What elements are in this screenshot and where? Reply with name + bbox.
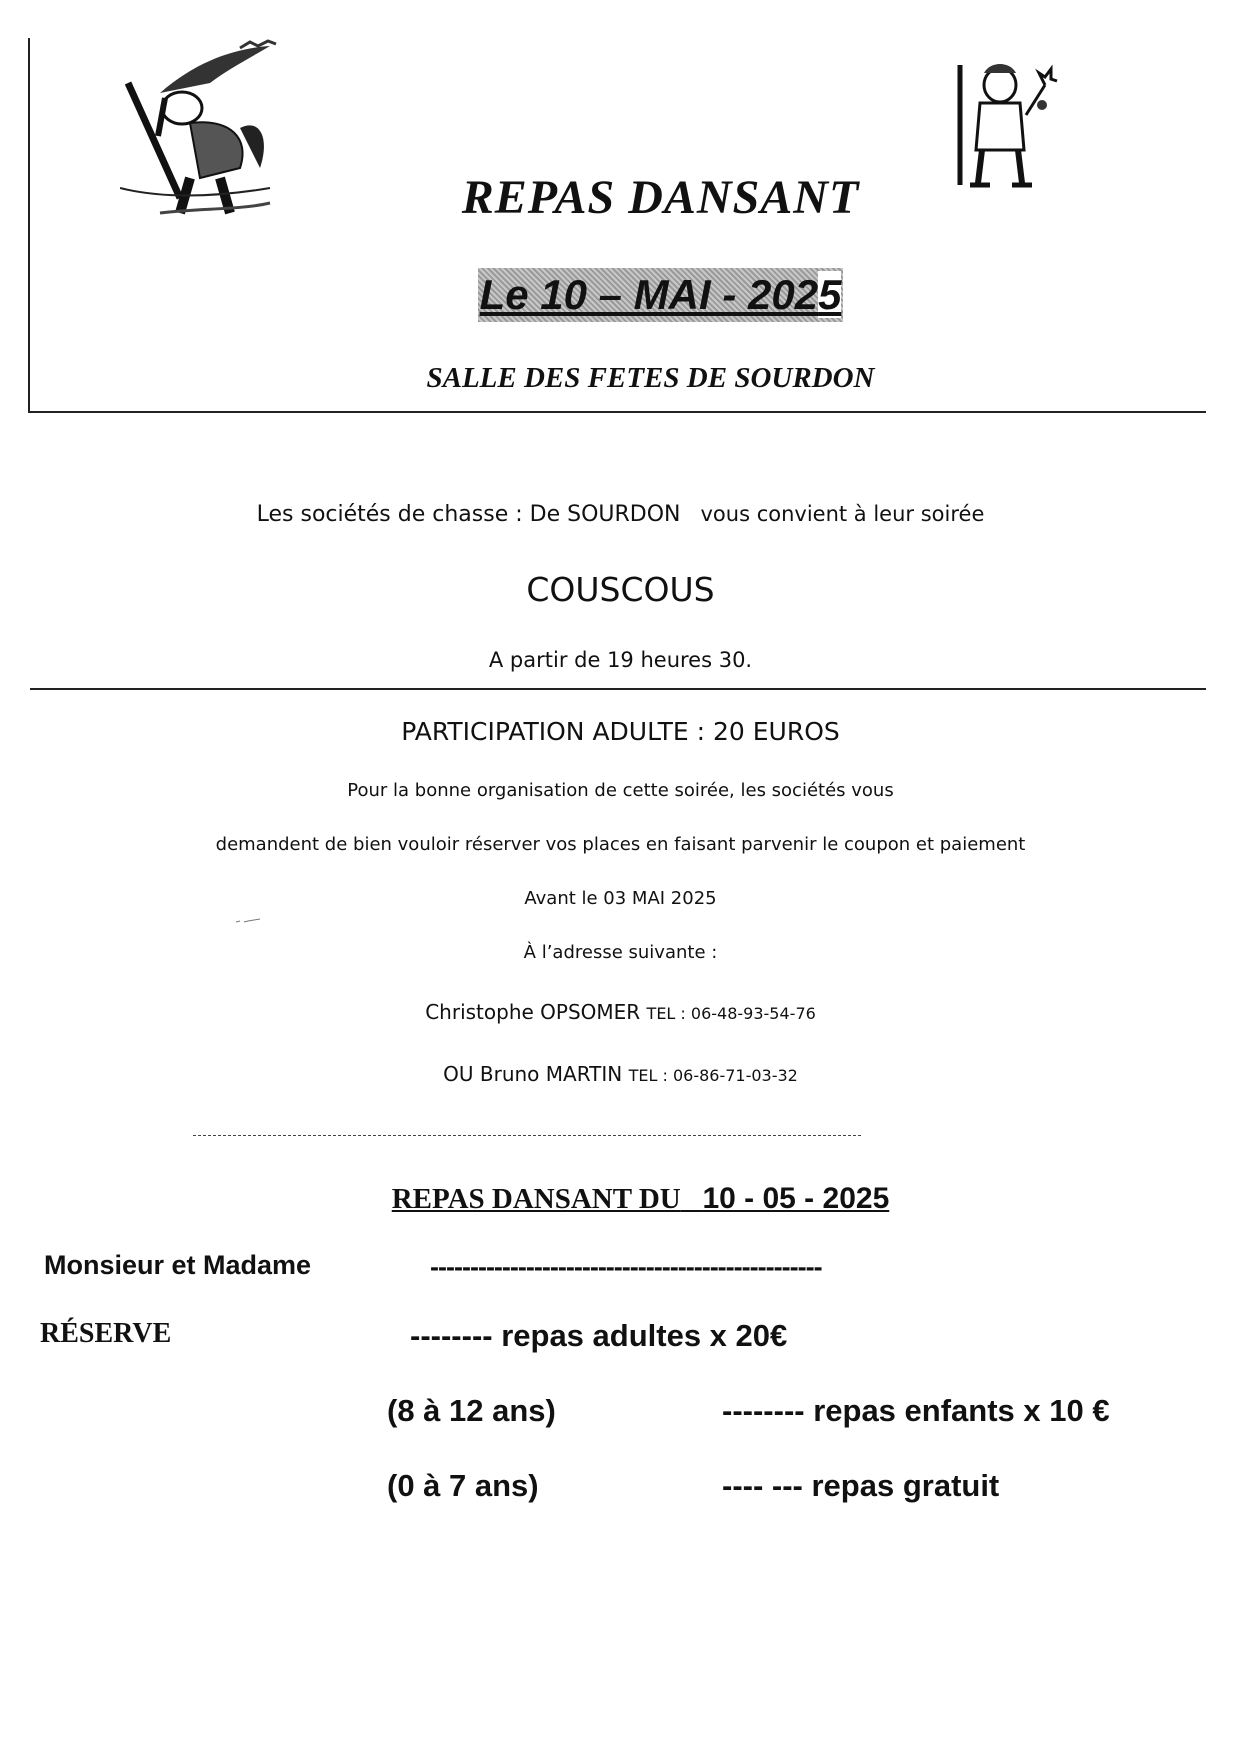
reservation-info-line-1: Pour la bonne organisation de cette soirée, les sociétés vous (347, 780, 894, 801)
reserve-label: RÉSERVE (40, 1318, 172, 1349)
children-8-12-label: (8 à 12 ans) (387, 1393, 556, 1428)
reservation-info-line-2: demandent de bien vouloir réserver vos places en faisant parvenir le coupon et paiement (215, 834, 1026, 855)
event-title: REPAS DANSANT (461, 171, 860, 224)
event-date-highlighted: Le 10 – MAI - 202 (479, 271, 819, 318)
cut-line (193, 1135, 861, 1136)
invitation-text: vous convient à leur soirée (700, 502, 985, 526)
coupon-title-text: REPAS DANSANT DU (391, 1183, 681, 1215)
names-label: Monsieur et Madame (44, 1250, 312, 1280)
header-frame-bottom-border (28, 411, 1206, 413)
address-label: À l’adresse suivante : (523, 942, 718, 963)
section-divider (30, 688, 1206, 690)
coupon-title-date: 10 - 05 - 2025 (702, 1182, 890, 1215)
event-date-tail: 5 (818, 271, 842, 318)
adult-meals-field[interactable]: -------- repas adultes x 20€ (410, 1318, 788, 1353)
menu-dish: COUSCOUS (526, 570, 715, 609)
event-date (40, 268, 1241, 322)
contact-2-phone: TEL : 06-86-71-03-32 (628, 1066, 798, 1085)
contact-1-phone: TEL : 06-48-93-54-76 (646, 1004, 816, 1023)
reservation-deadline: Avant le 03 MAI 2025 (524, 888, 717, 909)
invitation-organizer: Les sociétés de chasse : De SOURDON (256, 502, 681, 527)
event-venue: SALLE DES FETES DE SOURDON (426, 362, 875, 394)
invitation-line (0, 502, 1241, 527)
free-meals-field[interactable]: ---- --- repas gratuit (722, 1468, 1000, 1503)
scan-speck (236, 918, 264, 924)
names-field[interactable]: ------------------------------------------------- (430, 1252, 822, 1282)
coupon-title (20, 1182, 1241, 1216)
children-meals-field[interactable]: -------- repas enfants x 10 € (722, 1393, 1110, 1428)
adult-participation-price: PARTICIPATION ADULTE : 20 EUROS (401, 717, 840, 746)
header-frame-left-border (28, 38, 30, 413)
contact-1 (0, 1000, 1241, 1024)
start-time: A partir de 19 heures 30. (488, 648, 753, 672)
children-0-7-label: (0 à 7 ans) (387, 1468, 539, 1503)
contact-2-name: OU Bruno MARTIN (443, 1062, 623, 1086)
contact-2 (0, 1062, 1241, 1086)
contact-1-name: Christophe OPSOMER (425, 1000, 641, 1024)
